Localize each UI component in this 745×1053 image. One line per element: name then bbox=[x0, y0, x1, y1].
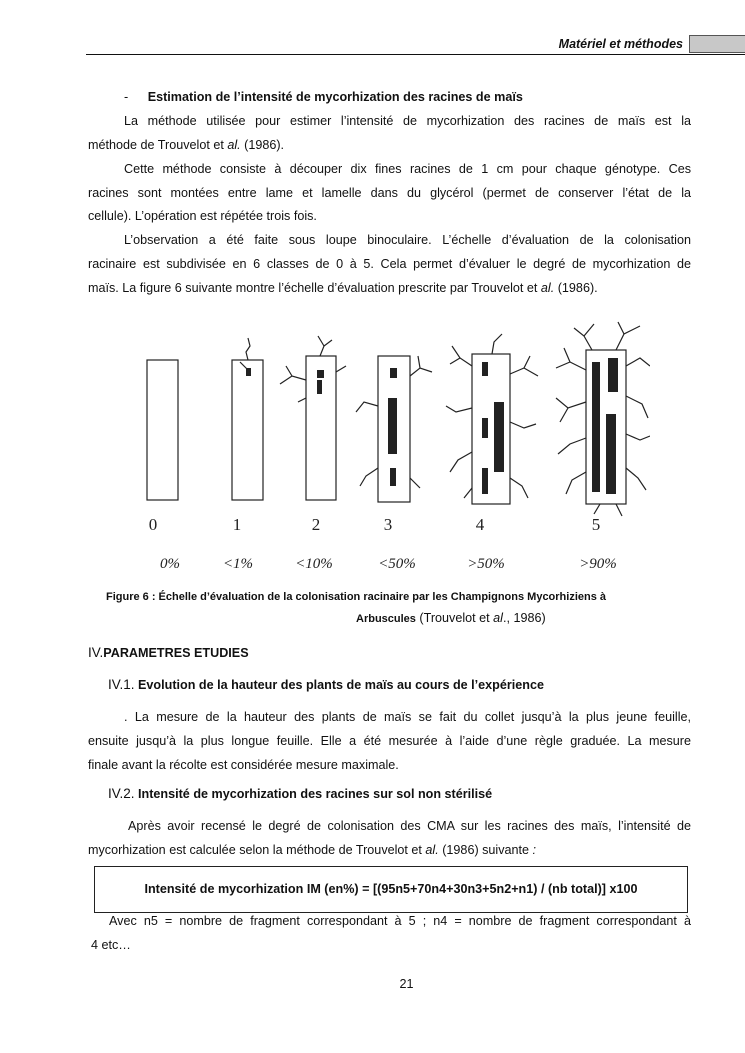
paragraph-line: Avec n5 = nombre de fragment correspondant à 5 ; n4 = nombre de fragment correspondant à bbox=[109, 914, 691, 928]
percentage-label-2: <10% bbox=[295, 556, 333, 572]
subsection-number: IV.2. bbox=[108, 786, 135, 801]
root-fragment-0 bbox=[147, 360, 178, 500]
class-label-4: 4 bbox=[475, 515, 485, 534]
paragraph-line: maïs. La figure 6 suivante montre l’échelle d’évaluation prescrite par Trouvelot et al. (1986). bbox=[88, 281, 598, 295]
subsection-title: Evolution de la hauteur des plants de maïs au cours de l’expérience bbox=[138, 678, 544, 692]
section-heading-parametres bbox=[88, 645, 691, 661]
paragraph-line: L’observation a été faite sous loupe binoculaire. L’échelle d’évaluation de la colonisation bbox=[124, 233, 691, 247]
paragraph-line: . La mesure de la hauteur des plants de maïs se fait du collet jusqu’à la plus jeune feuille, bbox=[124, 710, 691, 724]
paragraph-line: finale avant la récolte est considérée mesure maximale. bbox=[88, 758, 399, 772]
paragraph-line: La méthode utilisée pour estimer l’intensité de mycorhization des racines de maïs est la bbox=[124, 114, 691, 128]
formula-box bbox=[94, 866, 688, 913]
paragraph-line: Après avoir recensé le degré de colonisation des CMA sur les racines des maïs, l’intensité de bbox=[128, 819, 691, 833]
paragraph-line: racinaire est subdivisée en 6 classes de 0 à 5. Cela permet d’évaluer le degré de mycorhization de bbox=[88, 257, 691, 271]
running-header-title: Matériel et méthodes bbox=[558, 37, 683, 51]
subsection-heading-iv2 bbox=[88, 786, 691, 802]
subsection-heading-estimation bbox=[88, 89, 691, 105]
section-title: PARAMETRES ETUDIES bbox=[103, 646, 249, 660]
percentage-label-3: <50% bbox=[378, 556, 416, 572]
heading-text: Estimation de l’intensité de mycorhization des racines de maïs bbox=[147, 90, 523, 104]
bullet: - bbox=[124, 90, 129, 104]
figure-6-colonisation-scale bbox=[120, 318, 650, 578]
header-tab-marker bbox=[689, 35, 745, 53]
class-label-5: 5 bbox=[591, 515, 601, 534]
class-label-2: 2 bbox=[311, 515, 321, 534]
root-fragment-5 bbox=[556, 322, 650, 516]
root-fragment-1 bbox=[232, 338, 263, 500]
figure-caption-line-1: Figure 6 : Échelle d’évaluation de la colonisation racinaire par les Champignons Mycorhiziens à bbox=[106, 591, 607, 603]
percentage-label-4: >50% bbox=[467, 556, 505, 572]
paragraph-line: cellule). L’opération est répétée trois fois. bbox=[88, 209, 317, 223]
page-number: 21 bbox=[399, 977, 414, 991]
figure-caption-line-2: Arbuscules (Trouvelot et al., 1986) bbox=[356, 611, 546, 625]
percentage-label-5: >90% bbox=[579, 556, 617, 572]
paragraph-line: mycorhization est calculée selon la méthode de Trouvelot et al. (1986) suivante : bbox=[88, 843, 537, 857]
subsection-heading-iv1 bbox=[88, 677, 691, 693]
class-label-0: 0 bbox=[148, 515, 158, 534]
root-fragment-4 bbox=[446, 334, 538, 504]
percentage-label-1: <1% bbox=[222, 556, 254, 572]
formula-text: Intensité de mycorhization IM (en%) = [(95n5+70n4+30n3+5n2+n1) / (nb total)] x100 bbox=[144, 882, 638, 896]
class-label-1: 1 bbox=[232, 515, 242, 534]
subsection-number: IV.1. bbox=[108, 677, 135, 692]
paragraph-line: 4 etc… bbox=[91, 938, 131, 952]
class-label-3: 3 bbox=[383, 515, 393, 534]
section-number: IV. bbox=[88, 645, 104, 660]
subsection-title: Intensité de mycorhization des racines sur sol non stérilisé bbox=[138, 787, 493, 801]
paragraph-line: Cette méthode consiste à découper dix fines racines de 1 cm pour chaque génotype. Ces bbox=[124, 162, 691, 176]
paragraph-line: méthode de Trouvelot et al. (1986). bbox=[88, 138, 285, 152]
percentage-label-0: 0% bbox=[160, 556, 180, 572]
paragraph-line: ensuite jusqu’à la plus longue feuille. Elle a été mesurée à l’aide d’une règle graduée. La mesure bbox=[88, 734, 691, 748]
header-rule bbox=[86, 54, 745, 55]
paragraph-line: racines sont montées entre lame et lamelle dans du glycérol (permet de conserver l’état de la bbox=[88, 186, 691, 200]
root-fragment-2 bbox=[280, 336, 346, 500]
